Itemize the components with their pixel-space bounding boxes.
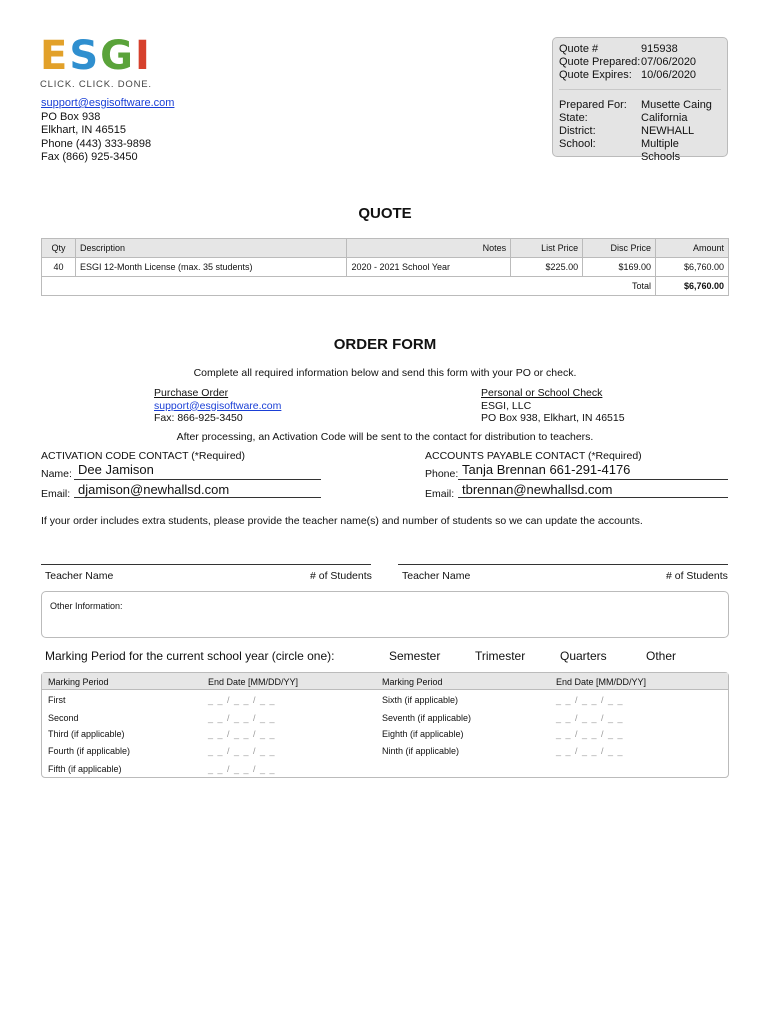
- teacher-name-label: Teacher Name: [402, 570, 471, 582]
- prepared-for: Musette Caing: [641, 99, 712, 111]
- fax: Fax (866) 925-3450: [41, 151, 138, 163]
- date-field-eighth[interactable]: _ _ / _ _ / _ _: [556, 729, 624, 739]
- support-email-link[interactable]: support@esgisoftware.com: [41, 97, 175, 109]
- quote-prepared: 07/06/2020: [641, 56, 697, 68]
- total-label: Total: [42, 277, 656, 296]
- cell-disc-price: $169.00: [583, 258, 656, 277]
- option-semester[interactable]: Semester: [389, 649, 441, 663]
- table-header-row: [42, 239, 729, 258]
- check-address: PO Box 938, Elkhart, IN 46515: [481, 412, 625, 424]
- period-seventh: Seventh (if applicable): [382, 713, 472, 723]
- total-amount: $6,760.00: [656, 277, 729, 296]
- quote-title: QUOTE: [358, 205, 412, 222]
- col-list-price: List Price: [511, 239, 583, 258]
- phone-field[interactable]: [458, 464, 728, 480]
- mp-header-right: Marking Period: [382, 677, 443, 687]
- prepared-for-row: [559, 99, 721, 112]
- state: California: [641, 112, 688, 124]
- logo-letter: S: [69, 33, 99, 79]
- purchase-order-block: [154, 387, 281, 425]
- marking-period-label: Marking Period for the current school year (circle one):: [45, 649, 335, 663]
- option-trimester[interactable]: Trimester: [475, 649, 526, 663]
- email-label: Email:: [41, 488, 71, 500]
- divider: [559, 89, 721, 90]
- table-row: [42, 258, 729, 277]
- col-disc-price: Disc Price: [583, 239, 656, 258]
- date-field-fifth[interactable]: _ _ / _ _ / _ _: [208, 764, 276, 774]
- company-address: [41, 97, 174, 165]
- period-second: Second: [48, 713, 79, 723]
- marking-period-table: [41, 672, 729, 778]
- logo-letter: G: [100, 33, 133, 79]
- name-field[interactable]: [74, 464, 321, 480]
- activation-contact-label: ACTIVATION CODE CONTACT (*Required): [41, 450, 246, 462]
- school: Multiple Schools: [640, 138, 681, 163]
- name-value: Dee Jamison: [78, 462, 154, 477]
- quote-number-label: Quote #: [559, 43, 599, 55]
- date-field-first[interactable]: _ _ / _ _ / _ _: [208, 695, 276, 705]
- quote-expires-row: [559, 69, 721, 82]
- period-third: Third (if applicable): [48, 729, 125, 739]
- check-title: Personal or School Check: [481, 387, 603, 399]
- other-info-label: Other Information:: [50, 601, 123, 611]
- email-value: djamison@newhallsd.com: [78, 482, 230, 497]
- date-field-third[interactable]: _ _ / _ _ / _ _: [208, 729, 276, 739]
- po-fax: Fax: 866-925-3450: [154, 412, 243, 424]
- teacher-line-right[interactable]: [398, 551, 728, 565]
- teacher-name-label: Teacher Name: [45, 570, 114, 582]
- date-field-second[interactable]: _ _ / _ _ / _ _: [208, 713, 276, 723]
- date-field-ninth[interactable]: _ _ / _ _ / _ _: [556, 746, 624, 756]
- logo-tagline: CLICK. CLICK. DONE.: [40, 79, 152, 90]
- esgi-logo: [40, 34, 150, 94]
- state-label: State:: [559, 112, 588, 124]
- quote-prepared-row: [559, 56, 721, 69]
- cell-notes: 2020 - 2021 School Year: [347, 258, 511, 277]
- logo-letter: I: [134, 33, 150, 79]
- payable-contact-label: ACCOUNTS PAYABLE CONTACT (*Required): [425, 450, 642, 462]
- payable-email-field[interactable]: [458, 482, 728, 498]
- city: Elkhart, IN 46515: [41, 124, 126, 136]
- phone-value: Tanja Brennan 661-291-4176: [462, 462, 631, 477]
- po-email-link[interactable]: support@esgisoftware.com: [154, 399, 282, 412]
- col-description: Description: [75, 239, 347, 258]
- school-row: [559, 138, 721, 164]
- period-ninth: Ninth (if applicable): [382, 746, 460, 756]
- payable-email-value: tbrennan@newhallsd.com: [462, 482, 613, 497]
- end-date-header-right: End Date [MM/DD/YY]: [556, 677, 647, 687]
- after-processing-note: After processing, an Activation Code will be sent to the contact for distribution to teachers.: [176, 431, 594, 443]
- students-label: # of Students: [666, 570, 728, 582]
- name-label: Name:: [41, 468, 72, 480]
- period-first: First: [48, 695, 66, 705]
- district: NEWHALL: [641, 125, 695, 137]
- po-title: Purchase Order: [154, 387, 229, 399]
- students-label: # of Students: [310, 570, 372, 582]
- cell-amount: $6,760.00: [656, 258, 729, 277]
- extra-students-note: If your order includes extra students, please provide the teacher name(s) and number of students so we can update the accounts.: [41, 515, 643, 527]
- cell-description: ESGI 12-Month License (max. 35 students): [75, 258, 347, 277]
- period-eighth: Eighth (if applicable): [382, 729, 464, 739]
- school-label: School:: [559, 138, 596, 150]
- email-field[interactable]: [74, 482, 321, 498]
- date-field-sixth[interactable]: _ _ / _ _ / _ _: [556, 695, 624, 705]
- quote-number-row: [559, 43, 721, 56]
- teacher-line-left[interactable]: [41, 551, 371, 565]
- po-box: PO Box 938: [41, 110, 101, 123]
- other-information-box[interactable]: [41, 591, 729, 638]
- quote-number: 915938: [641, 43, 678, 55]
- mp-header-left: Marking Period: [48, 677, 109, 687]
- check-block: [481, 387, 625, 425]
- col-notes: Notes: [347, 239, 511, 258]
- cell-list-price: $225.00: [511, 258, 583, 277]
- period-sixth: Sixth (if applicable): [382, 695, 459, 705]
- district-label: District:: [559, 125, 596, 137]
- option-other[interactable]: Other: [646, 649, 677, 663]
- phone: Phone (443) 333-9898: [41, 137, 152, 150]
- date-field-seventh[interactable]: _ _ / _ _ / _ _: [556, 713, 624, 723]
- district-row: [559, 125, 721, 138]
- total-row: [42, 277, 729, 296]
- date-field-fourth[interactable]: _ _ / _ _ / _ _: [208, 746, 276, 756]
- quote-prepared-label: Quote Prepared:: [559, 56, 641, 68]
- end-date-header-left: End Date [MM/DD/YY]: [208, 677, 299, 687]
- prepared-for-label: Prepared For:: [559, 99, 627, 111]
- logo-letter: E: [40, 33, 68, 79]
- period-fourth: Fourth (if applicable): [48, 746, 131, 756]
- col-amount: Amount: [656, 239, 729, 258]
- option-quarters[interactable]: Quarters: [560, 649, 607, 663]
- order-instructions: Complete all required information below and send this form with your PO or check.: [193, 367, 577, 379]
- col-qty: Qty: [42, 239, 76, 258]
- period-fifth: Fifth (if applicable): [48, 764, 122, 774]
- quote-expires: 10/06/2020: [641, 69, 697, 81]
- check-name: ESGI, LLC: [481, 399, 532, 412]
- quote-table: [41, 238, 729, 296]
- phone-label: Phone:: [425, 468, 459, 480]
- payable-email-label: Email:: [425, 488, 455, 500]
- cell-qty: 40: [42, 258, 76, 277]
- quote-expires-label: Quote Expires:: [559, 69, 632, 81]
- order-form-title: ORDER FORM: [333, 336, 437, 353]
- state-row: [559, 112, 721, 125]
- quote-info-box: [552, 37, 728, 163]
